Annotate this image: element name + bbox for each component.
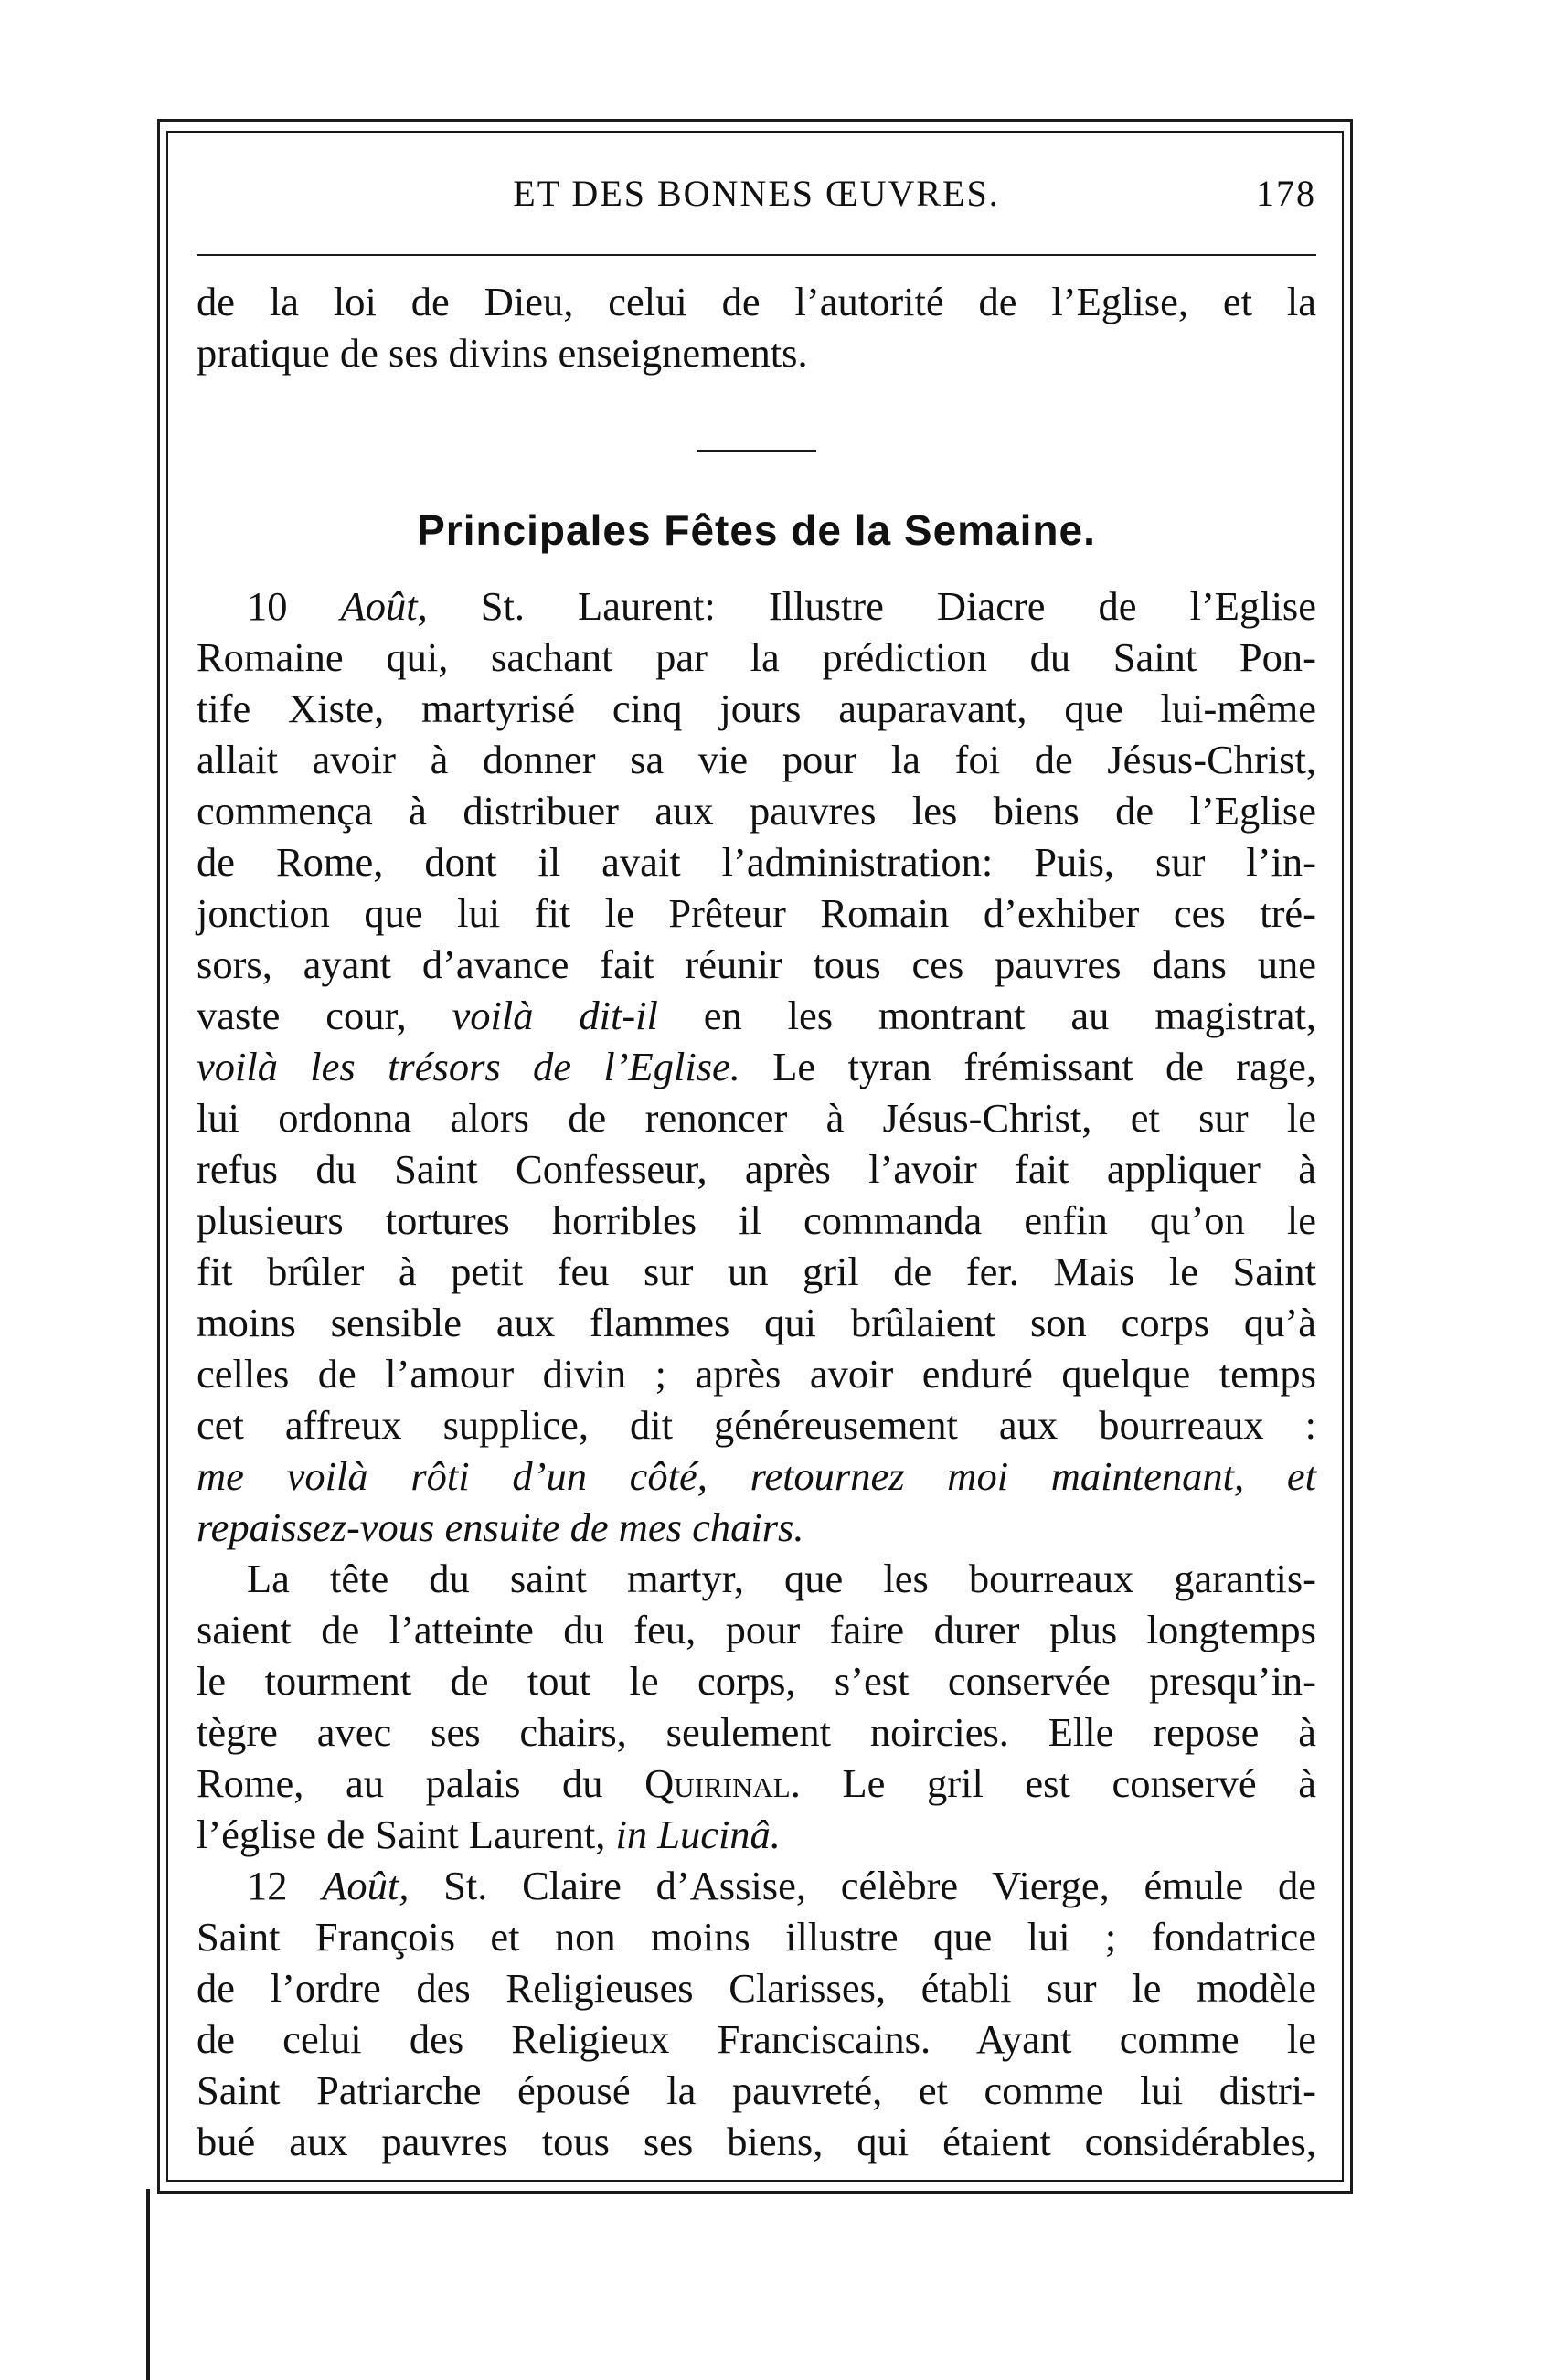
- text-line: 10 Août, St. Laurent: Illustre Diacre de l’Eglise: [247, 583, 1316, 629]
- text-line: moins sensible aux flammes qui brûlaient son corps qu’à: [197, 1300, 1316, 1345]
- text-line: sors, ayant d’avance fait réunir tous ces pauvres dans une: [197, 941, 1316, 987]
- text-line: Saint François et non moins illustre que lui ; fondatrice: [197, 1914, 1316, 1960]
- text-line: l’église de Saint Laurent, in Lucinâ.: [197, 1812, 781, 1857]
- text-line: le tourment de tout le corps, s’est conservée presqu’in-: [197, 1658, 1316, 1704]
- text-line: Rome, au palais du Quirinal. Le gril est conservé à: [197, 1760, 1316, 1806]
- text-line: commença à distribuer aux pauvres les biens de l’Eglise: [197, 788, 1316, 834]
- page-number: 178: [1256, 173, 1316, 214]
- margin-rule: [146, 2189, 150, 2380]
- text-line: voilà les trésors de l’Eglise. Le tyran frémissant de rage,: [197, 1044, 1316, 1089]
- text-line: repaissez-vous ensuite de mes chairs.: [197, 1504, 804, 1550]
- text-line: de Rome, dont il avait l’administration: Puis, sur l’in-: [197, 839, 1316, 885]
- text-line: plusieurs tortures horribles il commanda enfin qu’on le: [197, 1197, 1316, 1243]
- running-head: [197, 165, 1316, 219]
- text-line: La tête du saint martyr, que les bourreaux garantis-: [247, 1556, 1316, 1601]
- text-line: tègre avec ses chairs, seulement noircies. Elle repose à: [197, 1709, 1316, 1755]
- text-line: celles de l’amour divin ; après avoir enduré quelque temps: [197, 1351, 1316, 1397]
- text-line: de l’ordre des Religieuses Clarisses, établi sur le modèle: [197, 1965, 1316, 2011]
- text-line: 12 Août, St. Claire d’Assise, célèbre Vierge, émule de: [247, 1863, 1316, 1908]
- text-line: vaste cour, voilà dit-il en les montrant au magistrat,: [197, 993, 1316, 1038]
- page-content: [197, 165, 1316, 2167]
- entry-saint-laurent-relics: [197, 1553, 1316, 1860]
- text-line: me voilà rôti d’un côté, retournez moi maintenant, et: [197, 1453, 1316, 1499]
- text-line: pratique de ses divins enseignements.: [197, 330, 808, 376]
- text-line: de celui des Religieux Franciscains. Ayant comme le: [197, 2016, 1316, 2062]
- text-line: fit brûler à petit feu sur un gril de fer. Mais le Saint: [197, 1248, 1316, 1294]
- text-line: Saint Patriarche épousé la pauvreté, et comme lui distri-: [197, 2067, 1316, 2113]
- text-line: bué aux pauvres tous ses biens, qui étaient considérables,: [197, 2119, 1316, 2164]
- text-line: de la loi de Dieu, celui de l’autorité de l’Eglise, et la: [197, 279, 1316, 324]
- text-line: refus du Saint Confesseur, après l’avoir fait appliquer à: [197, 1146, 1316, 1192]
- entry-saint-laurent: [197, 580, 1316, 1553]
- intro-paragraph: [197, 276, 1316, 378]
- text-line: jonction que lui fit le Prêteur Romain d’exhiber ces tré-: [197, 890, 1316, 936]
- text-line: lui ordonna alors de renoncer à Jésus-Christ, et sur le: [197, 1095, 1316, 1141]
- text-line: saient de l’atteinte du feu, pour faire durer plus longtemps: [197, 1607, 1316, 1652]
- header-rule: [197, 254, 1316, 256]
- text-line: cet affreux supplice, dit généreusement aux bourreaux :: [197, 1402, 1316, 1448]
- running-head-title: ET DES BONNES ŒUVRES.: [513, 173, 1000, 214]
- section-divider: [697, 450, 816, 452]
- text-line: Romaine qui, sachant par la prédiction du Saint Pon-: [197, 634, 1316, 680]
- text-line: allait avoir à donner sa vie pour la foi de Jésus-Christ,: [197, 737, 1316, 782]
- entry-sainte-claire: [197, 1860, 1316, 2167]
- section-title: Principales Fêtes de la Semaine.: [417, 506, 1096, 554]
- text-line: tife Xiste, martyrisé cinq jours auparavant, que lui-même: [197, 685, 1316, 731]
